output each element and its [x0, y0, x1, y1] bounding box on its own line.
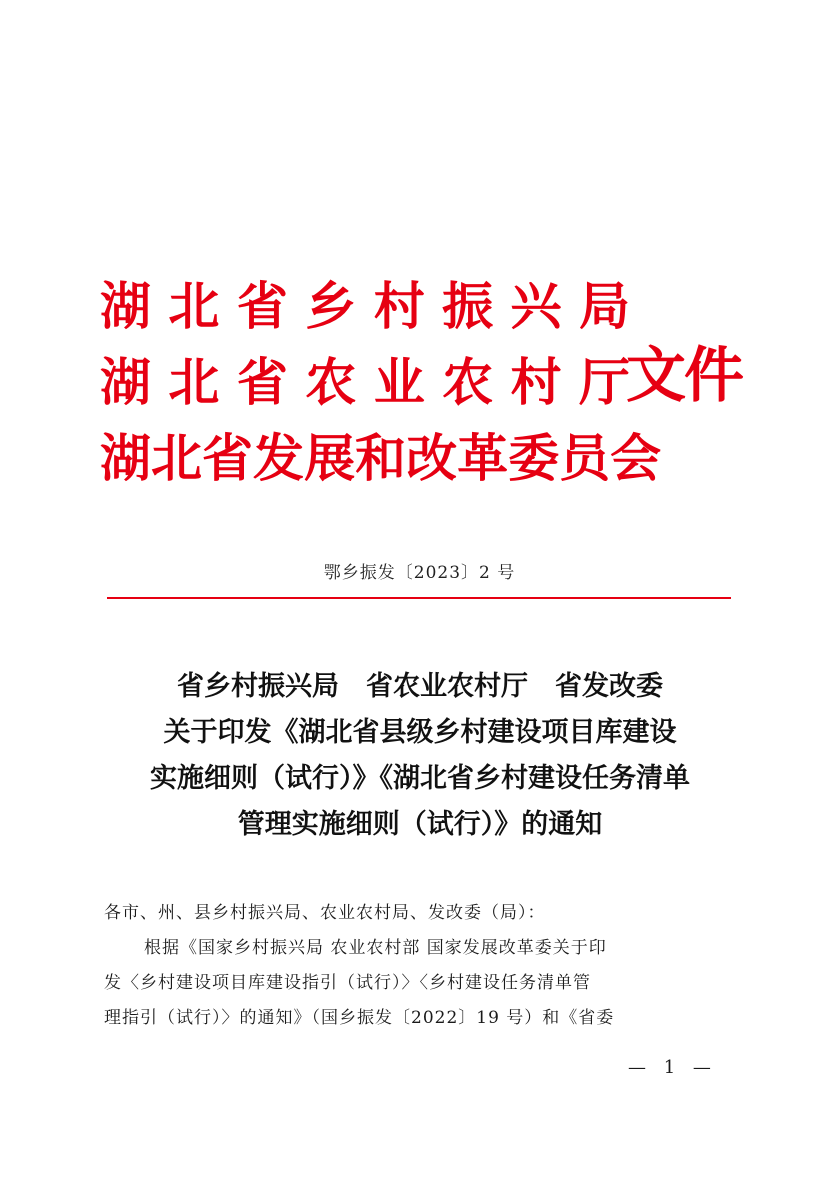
document-label: 文件 [626, 341, 742, 411]
issuer-char: 会 [610, 430, 662, 489]
document-number: 鄂乡振发〔2023〕2 号 [323, 563, 516, 583]
document-title [90, 664, 750, 848]
issuer-line-agriculture [100, 354, 630, 418]
issuer-char: 展 [304, 430, 356, 489]
salutation: 各市、州、县乡村振兴局、农业农村局、发改委（局）： [104, 903, 546, 923]
paragraph-line: 根据《国家乡村振兴局 农业农村部 国家发展改革委关于印 [144, 938, 607, 958]
issuer-char: 村 [373, 278, 425, 337]
issuer-char: 厅 [578, 354, 630, 413]
issuer-char: 北 [151, 430, 203, 489]
issuer-char: 省 [236, 354, 288, 413]
issuer-char: 局 [578, 278, 630, 337]
issuer-char: 业 [373, 354, 425, 413]
issuer-line-rural-revitalization [100, 278, 630, 342]
issuer-char: 员 [559, 430, 611, 489]
issuer-char: 乡 [305, 278, 357, 337]
page-number: — 1 — [628, 1057, 717, 1078]
issuer-char: 革 [457, 430, 509, 489]
paragraph-line: 理指引（试行）〉的通知》（国乡振发〔2022〕19 号）和《省委 [104, 1008, 615, 1028]
red-divider-line [107, 597, 731, 599]
issuer-char: 兴 [510, 278, 562, 337]
title-line: 省乡村振兴局 省农业农村厅 省发改委 [177, 671, 663, 702]
title-line: 管理实施细则（试行）》的通知 [237, 809, 603, 840]
issuer-header [100, 278, 740, 508]
issuer-char: 湖 [100, 278, 152, 337]
issuer-char: 农 [305, 354, 357, 413]
issuer-char: 湖 [100, 354, 152, 413]
issuer-char: 发 [253, 430, 305, 489]
issuer-char: 农 [442, 354, 494, 413]
issuer-char: 湖 [100, 430, 152, 489]
title-line: 关于印发《湖北省县级乡村建设项目库建设 [163, 717, 677, 748]
issuer-char: 和 [355, 430, 407, 489]
issuer-line-development-reform [100, 430, 662, 494]
issuer-char: 省 [202, 430, 254, 489]
issuer-char: 省 [236, 278, 288, 337]
issuer-char: 北 [168, 278, 220, 337]
issuer-char: 北 [168, 354, 220, 413]
issuer-char: 改 [406, 430, 458, 489]
title-line: 实施细则（试行）》《湖北省乡村建设任务清单 [150, 763, 690, 794]
issuer-char: 委 [508, 430, 560, 489]
issuer-char: 村 [510, 354, 562, 413]
issuer-char: 振 [442, 278, 494, 337]
paragraph-line: 发〈乡村建设项目库建设指引（试行）〉〈乡村建设任务清单管 [104, 973, 591, 993]
document-body [104, 896, 734, 1036]
